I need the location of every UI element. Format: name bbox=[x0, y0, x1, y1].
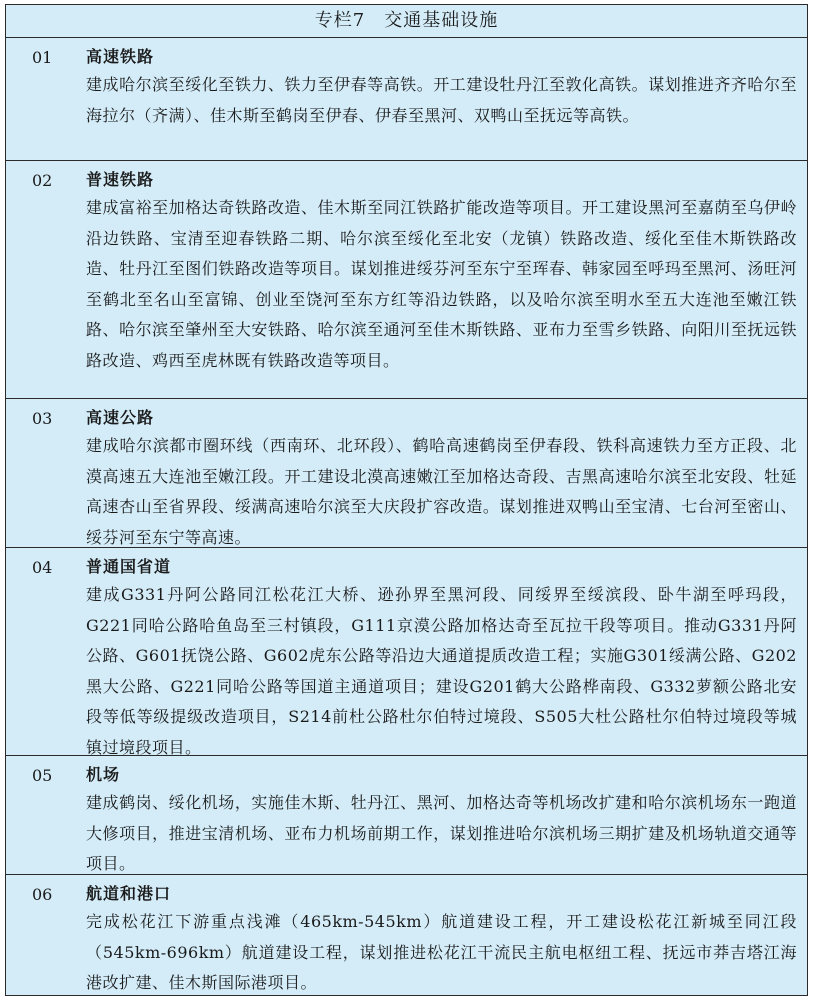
section-heading: 高速铁路 bbox=[86, 47, 155, 66]
section-heading: 航道和港口 bbox=[86, 884, 172, 903]
section-text: 建成G331丹阿公路同江松花江大桥、逊孙界至黑河段、同绥界至绥滨段、卧牛湖至呼玛段，G221同哈公路哈鱼岛至三村镇段，G111京漠公路加格达奇至瓦拉干段等项目。推动G331丹阿公路、G601抚饶公路、G602虎东公路等沿边大通道提质改造工程；实施G301绥满公路、G202黑大公路、G221同哈公路等国道主通道项目；建设G201鹤大公路桦南段、G332萝额公路北安段等低等级提级改造项目，S214前杜公路杜尔伯特过境段、S505大杜公路杜尔伯特过境段等城镇过境段项目。 bbox=[86, 585, 797, 757]
section-high-speed-rail bbox=[6, 38, 807, 161]
section-expressway bbox=[6, 399, 807, 548]
section-heading: 普通国省道 bbox=[86, 557, 172, 576]
section-waterways-ports bbox=[6, 875, 807, 993]
section-number: 02 bbox=[32, 171, 53, 190]
section-number: 06 bbox=[32, 885, 53, 904]
section-text: 完成松花江下游重点浅滩（465km-545km）航道建设工程，开工建设松花江新城至同江段（545km-696km）航道建设工程，谋划推进松花江干流民主航电枢纽工程、抚远市莽吉塔江海港改扩建、佳木斯国际港项目。 bbox=[86, 912, 797, 992]
section-number: 01 bbox=[32, 48, 53, 67]
section-heading: 高速公路 bbox=[86, 408, 155, 427]
section-number: 03 bbox=[32, 409, 53, 428]
section-number: 05 bbox=[32, 766, 53, 785]
section-text: 建成哈尔滨至绥化至铁力、铁力至伊春等高铁。开工建设牡丹江至敦化高铁。谋划推进齐齐哈尔至海拉尔（齐满）、佳木斯至鹤岗至伊春、伊春至黑河、双鸭山至抚远等高铁。 bbox=[86, 75, 797, 125]
section-text: 建成哈尔滨都市圈环线（西南环、北环段）、鹤哈高速鹤岗至伊春段、铁科高速铁力至方正段、北漠高速五大连池至嫩江段。开工建设北漠高速嫩江至加格达奇段、吉黑高速哈尔滨至北安段、牡延高速杏山至省界段、绥满高速哈尔滨至大庆段扩容改造。谋划推进双鸭山至宝清、七台河至密山、绥芬河至东宁等高速。 bbox=[86, 436, 797, 547]
section-heading: 普速铁路 bbox=[86, 170, 155, 189]
section-airports bbox=[6, 756, 807, 875]
section-text: 建成富裕至加格达奇铁路改造、佳木斯至同江铁路扩能改造等项目。开工建设黑河至嘉荫至乌伊岭沿边铁路、宝清至迎春铁路二期、哈尔滨至绥化至北安（龙镇）铁路改造、绥化至佳木斯铁路改造、牡丹江至图们铁路改造等项目。谋划推进绥芬河至东宁至珲春、韩家园至呼玛至黑河、汤旺河至鹤北至名山至富锦、创业至饶河至东方红等沿边铁路，以及哈尔滨至明水至五大连池至嫩江铁路、哈尔滨至肇州至大安铁路、哈尔滨至通河至佳木斯铁路、亚布力至雪乡铁路、向阳川至抚远铁路改造、鸡西至虎林既有铁路改造等项目。 bbox=[86, 198, 797, 370]
section-number: 04 bbox=[32, 558, 53, 577]
section-heading: 机场 bbox=[86, 765, 121, 784]
infrastructure-panel bbox=[5, 4, 808, 996]
section-national-provincial-roads bbox=[6, 548, 807, 756]
section-conventional-rail bbox=[6, 161, 807, 399]
panel-title: 专栏7 交通基础设施 bbox=[6, 5, 807, 38]
section-text: 建成鹤岗、绥化机场，实施佳木斯、牡丹江、黑河、加格达奇等机场改扩建和哈尔滨机场东一跑道大修项目，推进宝清机场、亚布力机场前期工作，谋划推进哈尔滨机场三期扩建及机场轨道交通等项目。 bbox=[86, 793, 797, 873]
